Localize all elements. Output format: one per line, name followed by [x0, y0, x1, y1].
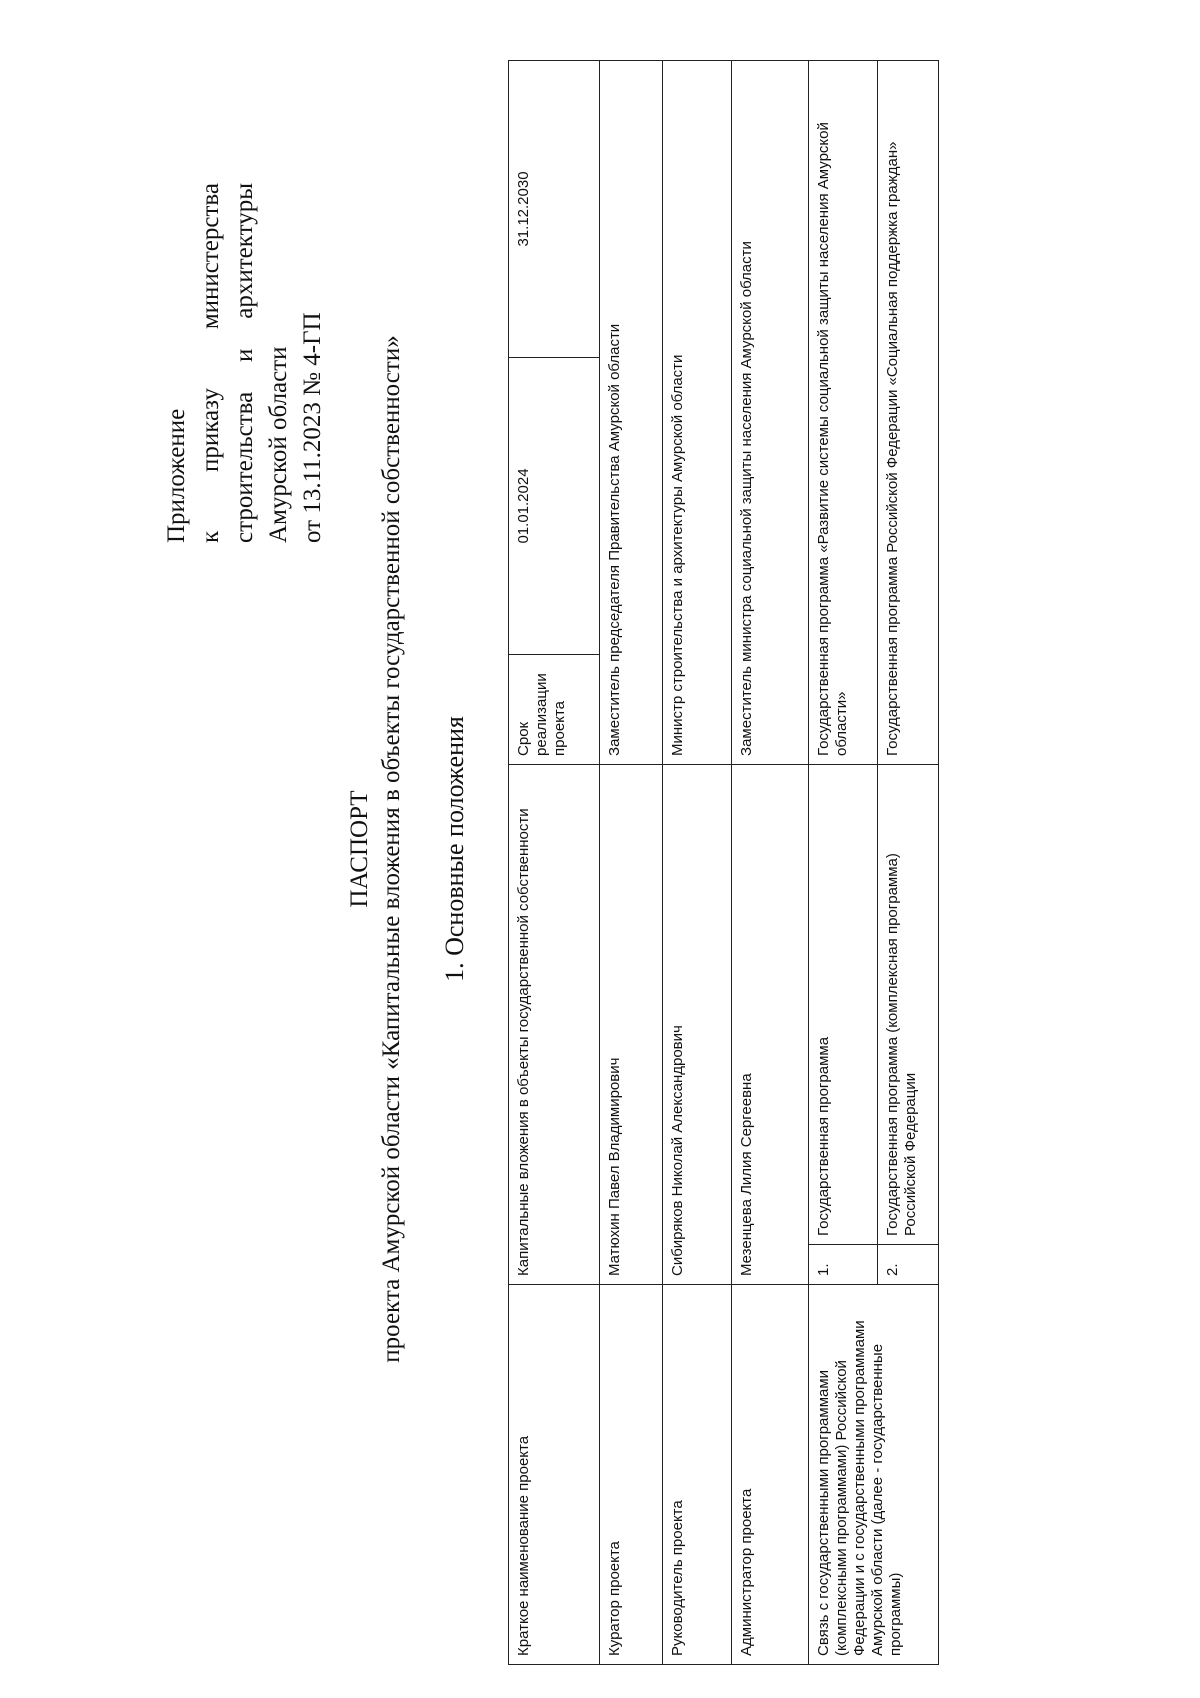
document-subtitle: проекта Амурской области «Капитальные вложения в объекты государственной собственности» — [378, 335, 405, 1363]
program-2-number: 2. — [878, 1245, 939, 1285]
short-name-label: Краткое наименование проекта — [509, 1285, 600, 1665]
admin-name: Мезенцева Лилия Сергеевна — [732, 764, 809, 1284]
appendix-line-3: строительства и архитектуры — [231, 183, 258, 543]
program-1-number: 1. — [809, 1245, 878, 1285]
table-row-leader — [663, 60, 732, 1664]
table-row-admin — [732, 60, 809, 1664]
table-row-curator — [600, 60, 663, 1664]
appendix-line-2: к приказу министерства — [197, 183, 224, 543]
appendix-line-4: Амурской области — [265, 346, 292, 543]
leader-position: Министр строительства и архитектуры Амурской области — [663, 60, 732, 764]
program-link-label: Связь с государственными программами (комплексными программами) Российской Федерации и с государственными программами Амурской области (далее - государственные программы) — [809, 1285, 939, 1665]
table-row-short-name — [509, 60, 600, 1664]
appendix-date-number: от 13.11.2023 № 4-ГП — [299, 312, 326, 543]
leader-name: Сибиряков Николай Александрович — [663, 764, 732, 1284]
curator-name: Матюхин Павел Владимирович — [600, 764, 663, 1284]
program-2-type: Государственная программа (комплексная программа) Российской Федерации — [878, 764, 939, 1244]
term-start: 01.01.2024 — [509, 357, 600, 654]
term-label: Срок реализации проекта — [509, 654, 600, 764]
passport-table — [508, 60, 939, 1665]
leader-label: Руководитель проекта — [663, 1285, 732, 1665]
term-end: 31.12.2030 — [509, 60, 600, 357]
program-1-name: Государственная программа «Развитие системы социальной защиты населения Амурской области» — [809, 60, 878, 764]
curator-position: Заместитель председателя Правительства Амурской области — [600, 60, 663, 764]
short-name-value: Капитальные вложения в объекты государственной собственности — [509, 764, 600, 1284]
program-1-type: Государственная программа — [809, 764, 878, 1244]
document-title: ПАСПОРТ — [346, 790, 373, 908]
appendix-block — [160, 183, 330, 543]
admin-position: Заместитель министра социальной защиты населения Амурской области — [732, 60, 809, 764]
admin-label: Администратор проекта — [732, 1285, 809, 1665]
section-title: 1. Основные положения — [440, 716, 469, 982]
curator-label: Куратор проекта — [600, 1285, 663, 1665]
program-2-name: Государственная программа Российской Федерации «Социальная поддержка граждан» — [878, 60, 939, 764]
appendix-line-1: Приложение — [163, 408, 190, 543]
table-row-program-1 — [809, 60, 878, 1664]
